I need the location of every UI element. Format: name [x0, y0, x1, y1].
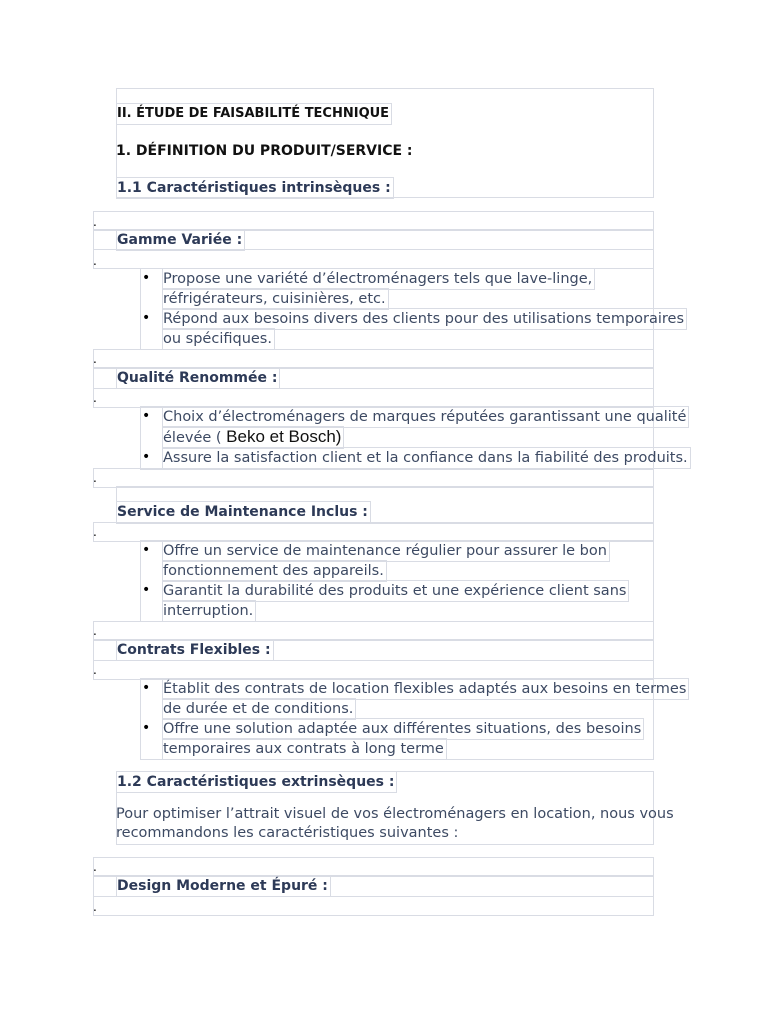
- separator-frame: [93, 621, 654, 641]
- separator-dot: .: [93, 254, 97, 268]
- list-item: de durée et de conditions.: [162, 698, 356, 720]
- definition-title: 1. DÉFINITION DU PRODUIT/SERVICE :: [116, 143, 413, 159]
- list-item: temporaires aux contrats à long terme: [162, 738, 447, 760]
- list-item: interruption.: [162, 600, 256, 622]
- extrinsic-intro-line: recommandons les caractéristiques suivantes :: [116, 825, 459, 841]
- separator-frame: [93, 857, 654, 877]
- section-title: II. ÉTUDE DE FAISABILITÉ TECHNIQUE: [116, 103, 392, 125]
- maintenance-title: Service de Maintenance Inclus :: [116, 501, 371, 523]
- bullet-icon: •: [142, 582, 151, 598]
- list-item: fonctionnement des appareils.: [162, 560, 387, 582]
- brand-names: Beko et Bosch): [226, 427, 342, 446]
- qualite-title: Qualité Renommée :: [116, 367, 280, 389]
- separator-dot: .: [93, 663, 97, 677]
- list-item: Choix d’électroménagers de marques réputées garantissant une qualité: [162, 406, 689, 428]
- list-item: ou spécifiques.: [162, 328, 275, 350]
- separator-dot: .: [93, 525, 97, 539]
- separator-frame: [93, 896, 654, 916]
- list-item: Propose une variété d’électroménagers tels que lave-linge,: [162, 268, 595, 290]
- intrinsic-title: 1.1 Caractéristiques intrinsèques :: [116, 177, 394, 199]
- separator-dot: .: [93, 860, 97, 874]
- bullet-icon: •: [142, 270, 151, 286]
- gamme-title: Gamme Variée :: [116, 229, 245, 251]
- separator-dot: .: [93, 215, 97, 229]
- separator-dot: .: [93, 624, 97, 638]
- separator-dot: .: [93, 352, 97, 366]
- bullet-icon: •: [142, 542, 151, 558]
- list-item: Répond aux besoins divers des clients pour des utilisations temporaires: [162, 308, 687, 330]
- bullet-icon: •: [142, 449, 151, 465]
- bullet-icon: •: [142, 408, 151, 424]
- list-item: Établit des contrats de location flexibles adaptés aux besoins en termes: [162, 678, 689, 700]
- bullet-icon: •: [142, 720, 151, 736]
- list-item: [162, 426, 344, 449]
- list-item: Garantit la durabilité des produits et une expérience client sans: [162, 580, 629, 602]
- contrats-title: Contrats Flexibles :: [116, 639, 274, 661]
- extrinsic-title: 1.2 Caractéristiques extrinsèques :: [116, 771, 397, 793]
- separator-frame: [93, 388, 654, 408]
- separator-frame: [93, 522, 654, 542]
- list-item-prefix: élevée (: [163, 430, 222, 446]
- separator-frame: [93, 249, 654, 269]
- extrinsic-intro-line: Pour optimiser l’attrait visuel de vos électroménagers en location, nous vous: [116, 806, 674, 822]
- bullet-icon: •: [142, 680, 151, 696]
- separator-dot: .: [93, 391, 97, 405]
- separator-frame: [93, 468, 654, 488]
- separator-dot: .: [93, 900, 97, 914]
- bullet-icon: •: [142, 310, 151, 326]
- list-item: Assure la satisfaction client et la confiance dans la fiabilité des produits.: [162, 447, 691, 469]
- separator-frame: [93, 349, 654, 369]
- separator-frame: [93, 211, 654, 231]
- design-title: Design Moderne et Épuré :: [116, 875, 331, 897]
- list-item: réfrigérateurs, cuisinières, etc.: [162, 288, 389, 310]
- separator-frame: [93, 660, 654, 680]
- separator-dot: .: [93, 471, 97, 485]
- list-item: Offre un service de maintenance régulier pour assurer le bon: [162, 540, 610, 562]
- list-item: Offre une solution adaptée aux différentes situations, des besoins: [162, 718, 644, 740]
